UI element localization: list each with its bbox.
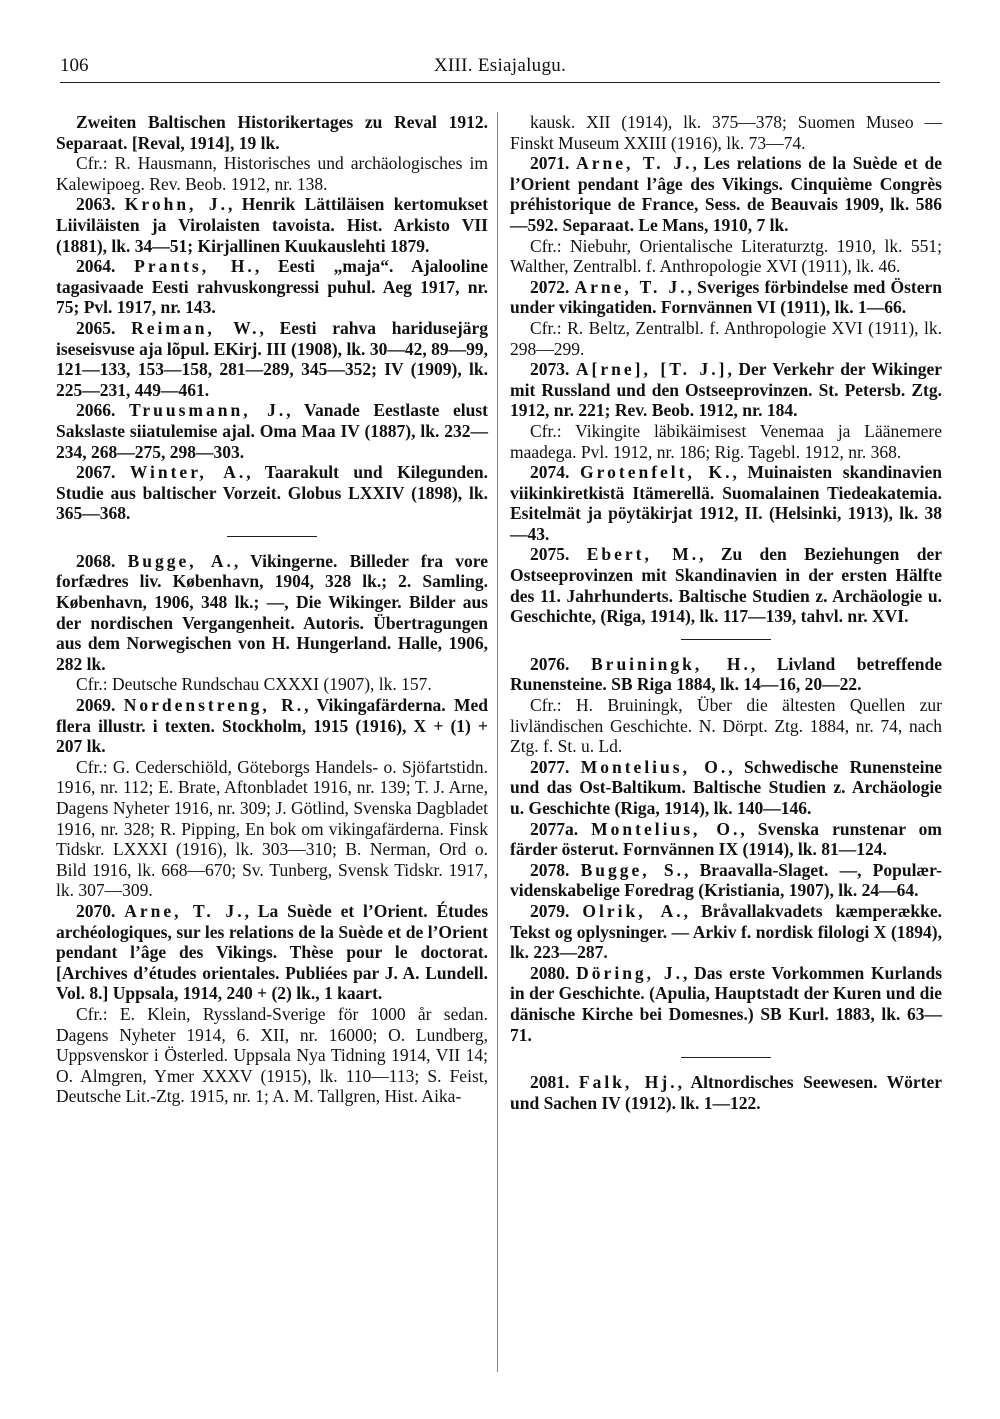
entry-review-note: Cfr.: R. Beltz, Zentralbl. f. Anthropologie XVI (1911), lk. 298—299. [510, 317, 942, 359]
entry-main-text: 2075. Ebert, M., Zu den Beziehungen der Ostseeprovinzen mit Skandinavien in der ersten Hälfte des 11. Jahrhunderts. Baltische Studien z. Archäologie u. Geschichte, (Riga, 1914), lk. 117—139, tahvl. nr. XVI. [510, 544, 943, 627]
entry-author: Nordenstreng, R. [123, 695, 305, 716]
entry-main-text: 2071. Arne, T. J., Les relations de la Suède et de l’Orient pendant l’âge des Vikings. Cinquième Congrès préhistorique de France, Sess. de Beauvais 1909, lk. 586—592. Separaat. Le Mans, 1910, 7 lk. [510, 153, 943, 235]
entry-title: Livland betreffende Runensteine. SB Riga 1884, lk. 14—16, 20—22. [510, 653, 943, 695]
entry-title: Der Verkehr der Wikinger mit Russland und den Ostseeprovinzen. St. Petersb. Ztg. 1912, nr. 221; Rev. Beob. 1912, nr. 184. [510, 359, 943, 421]
entry-number: 2074. [530, 462, 570, 483]
entry-author: Krohn, J. [124, 194, 228, 215]
entry-main-text: 2074. Grotenfelt, K., Muinaisten skandinavien viikinkiretkistä Itämerellä. Suomalainen Tiedeakatemia. Esitelmät ja pöytäkirjat 1912, II. (Helsinki, 1913), lk. 38—43. [510, 462, 943, 544]
bibliography-entry [510, 153, 942, 277]
entry-number: 2071. [530, 153, 570, 174]
entry-main-text: 2081. Falk, Hj., Altnordisches Seewesen. Wörter und Sachen IV (1912). lk. 1—122. [510, 1072, 943, 1113]
bibliography-entry [510, 963, 942, 1045]
entry-author: Winter, A. [129, 462, 247, 483]
entry-author: Prants, H. [134, 256, 255, 277]
bibliography-entry [56, 194, 488, 256]
entry-number: 2065. [76, 317, 116, 338]
entry-main-text: 2066. Truusmann, J., Vanade Eestlaste elust Sakslaste siiatulemise ajal. Oma Maa IV (1887), lk. 232—234, 268—275, 298—303. [56, 400, 489, 462]
bibliography-entry [510, 901, 942, 963]
entry-review-note: kausk. XII (1914), lk. 375—378; Suomen Museo — Finskt Museum XXIII (1916), lk. 73—74. [510, 112, 942, 153]
entry-author: Ebert, M. [586, 544, 700, 565]
section-separator [681, 639, 771, 640]
entry-main-text: 2064. Prants, H., Eesti „maja“. Ajalooline tagasivaade Eesti rahvuskongressi puhul. Aeg 1917, nr. 75; Pvl. 1917, nr. 143. [56, 256, 488, 318]
entry-author: Bugge, S. [580, 859, 684, 880]
entry-main-text: 2080. Döring, J., Das erste Vorkommen Kurlands in der Geschichte. (Apulia, Hauptstadt der Kuren und die dänische Kirche bei Domesnes.) SB Kurl. 1883, lk. 63—71. [510, 962, 943, 1045]
entry-author: Truusmann, J. [128, 400, 287, 421]
entry-main-text: 2077. Montelius, O., Schwedische Runensteine und das Ost-Baltikum. Baltische Studien z. Archäologie u. Geschichte (Riga, 1914), lk. 140—146. [510, 756, 943, 818]
entry-main-text [56, 112, 488, 153]
bibliography-entry [510, 359, 942, 462]
entry-title: Les relations de la Suède et de l’Orient pendant l’âge des Vikings. Cinquième Congrès préhistorique de France, Sess. de Beauvais 1909, lk. 586—592. Separaat. Le Mans, 1910, 7 lk. [510, 153, 943, 235]
entry-main-text: 2069. Nordenstreng, R., Vikingafärderna. Med flera illustr. i texten. Stockholm, 1915 (1916), X + (1) + 207 lk. [56, 695, 489, 757]
entry-number: 2078. [530, 859, 570, 880]
entry-number: 2079. [530, 900, 570, 921]
entry-review-note: Cfr.: Deutsche Rundschau CXXXI (1907), lk. 157. [76, 674, 432, 695]
entry-number: 2072. [530, 276, 570, 297]
bibliography-entry [510, 654, 942, 757]
entry-title: Altnordisches Seewesen. Wörter und Sachen IV (1912). lk. 1—122. [510, 1072, 943, 1113]
entry-author: Falk, Hj. [578, 1072, 678, 1093]
entry-title: Eesti rahva haridusejärg iseseisvuse aja lõpul. EKirj. III (1908), lk. 30—42, 89—99, 121—133, 153—158, 281—289, 345—352; IV (1909), lk. 225—231, 449—461. [56, 317, 489, 400]
entry-title: La Suède et l’Orient. Études archéologiques, sur les relations de la Suède et de l’Orient pendant l’âge des Vikings. Thèse pour le doctorat. [Archives d’études orientales. Publiées par J. A. Lundell. Vol. 8.] Uppsala, 1914, 240 + (2) lk., 1 kaart. [56, 900, 489, 1004]
bibliography-entry-continued [56, 112, 488, 194]
entry-review-note: Cfr.: G. Cederschiöld, Göteborgs Handels- o. Sjöfartstidn. 1916, nr. 112; E. Brate, Aftonbladet 1916, nr. 139; T. J. Arne, Dagens Nyheter 1916, nr. 309; J. Götlind, Svenska Dagbladet 1916, nr. 328; R. Pipping, En bok om vikingafärderna. Finsk Tidskr. LXXXI (1916), lk. 303—310; B. Nerman, Ord o. Bild 1916, lk. 668—670; Sv. Tunberg, Svensk Tidskr. 1917, lk. 307—309. [56, 756, 488, 901]
bibliography-entry [56, 318, 488, 400]
entry-number: 2077. [530, 756, 570, 777]
entry-author: Montelius, O. [591, 818, 741, 839]
section-separator [681, 1057, 771, 1058]
entry-title: Eesti „maja“. Ajalooline tagasivaade Eesti rahvuskongressi puhul. Aeg 1917, nr. 75; Pvl. 1917, nr. 143. [56, 256, 488, 318]
entry-title: Bråvallakvadets kæmperække. Tekst og oplysninger. — Arkiv f. nordisk filologi X (1894), lk. 223—287. [510, 900, 943, 963]
entry-number: 2075. [530, 544, 570, 565]
entry-number: 2068. [76, 550, 116, 571]
entry-author: Bugge, A. [127, 550, 234, 571]
entry-title: Vikingafärderna. Med flera illustr. i texten. Stockholm, 1915 (1916), X + (1) + 207 lk. [56, 695, 489, 757]
entry-number: 2069. [76, 695, 116, 716]
entry-title: Vanade Eestlaste elust Sakslaste siiatulemise ajal. Oma Maa IV (1887), lk. 232—234, 268—275, 298—303. [56, 400, 489, 462]
entry-number: 2066. [76, 400, 116, 421]
entry-title: Sveriges förbindelse med Östern under vikingatiden. Fornvännen VI (1911), lk. 1—66. [510, 276, 942, 318]
entry-main-text: 2063. Krohn, J., Henrik Lättiläisen kertomukset Liiviläisten ja Virolaisten tavoista. Hist. Arkisto VII (1881), lk. 34—51; Kirjallinen Kuukauslehti 1879. [56, 194, 489, 256]
entry-review-note: Cfr.: R. Hausmann, Historisches und archäologisches im Kalewipoeg. Rev. Beob. 1912, nr. 138. [56, 153, 488, 194]
bibliography-entry [56, 551, 488, 695]
bibliography-entry [510, 462, 942, 544]
bibliography-entry [56, 462, 488, 524]
bibliography-entry [510, 757, 942, 819]
bibliography-entry [56, 695, 488, 901]
entry-number: 2073. [530, 359, 570, 380]
entry-title: Zu den Beziehungen der Ostseeprovinzen mit Skandinavien in der ersten Hälfte des 11. Jahrhunderts. Baltische Studien z. Archäologie u. Geschichte, (Riga, 1914), lk. 117—139, tahvl. nr. XVI. [510, 544, 943, 627]
bibliography-entry [510, 277, 942, 359]
entry-title: Henrik Lättiläisen kertomukset Liiviläisten ja Virolaisten tavoista. Hist. Arkisto VII (1881), lk. 34—51; Kirjallinen Kuukauslehti 1879. [56, 194, 489, 256]
entry-author: Reiman, W. [131, 317, 260, 338]
entry-main-text: 2067. Winter, A., Taarakult und Kilegunden. Studie aus baltischer Vorzeit. Globus LXXIV (1898), lk. 365—368. [56, 462, 489, 524]
section-separator [227, 536, 317, 537]
entry-title: Vikingerne. Billeder fra vore forfædres liv. København, 1904, 328 lk.; 2. Samling. København, 1906, 348 lk.; —, Die Wikinger. Bilder aus der nordischen Vergangenheit. Autoris. Übertragungen aus dem Norwegischen von H. Hungerland. Halle, 1906, 282 lk. [56, 550, 489, 674]
entry-review-note: Cfr.: E. Klein, Ryssland-Sverige för 1000 år sedan. Dagens Nyheter 1914, 6. XII, nr. 16000; O. Lundberg, Uppsvenskor i Österled. Uppsala Nya Tidning 1914, VII 14; O. Almgren, Ymer XXXV (1915), lk. 110—113; S. Feist, Deutsche Lit.-Ztg. 1915, nr. 1; A. M. Tallgren, Hist. Aika- [56, 1003, 488, 1107]
entry-author: Arne, T. J. [574, 276, 688, 297]
entry-title: Taarakult und Kilegunden. Studie aus baltischer Vorzeit. Globus LXXIV (1898), lk. 365—368. [56, 462, 489, 524]
entry-title: Braavalla-Slaget. —, Populær-videnskabelige Foredrag (Kristiania, 1907), lk. 24—64. [510, 859, 943, 901]
entry-main-text: 2065. Reiman, W., Eesti rahva haridusejärg iseseisvuse aja lõpul. EKirj. III (1908), lk. 30—42, 89—99, 121—133, 153—158, 281—289, 345—352; IV (1909), lk. 225—231, 449—461. [56, 317, 489, 400]
entry-number: 2064. [76, 256, 116, 277]
entry-review-note: Cfr.: Niebuhr, Orientalische Literaturztg. 1910, lk. 551; Walther, Zentralbl. f. Anthropologie XVI (1911), lk. 46. [510, 235, 942, 277]
entry-main-text: 2076. Bruiningk, H., Livland betreffende Runensteine. SB Riga 1884, lk. 14—16, 20—22. [510, 653, 943, 695]
entry-number: 2063. [76, 194, 116, 215]
bibliography-entry [510, 819, 942, 860]
entry-title: Schwedische Runensteine und das Ost-Baltikum. Baltische Studien z. Archäologie u. Geschichte (Riga, 1914), lk. 140—146. [510, 756, 943, 818]
bibliography-entry [510, 544, 942, 626]
entry-author: Döring, J. [576, 962, 683, 983]
entry-author: Olrik, A. [582, 900, 684, 921]
entry-number: 2077a. [530, 818, 579, 839]
entry-title: Zweiten Baltischen Historikertages zu Reval 1912. Separaat. [Reval, 1914], 19 lk. [56, 112, 488, 153]
entry-author: Grotenfelt, K. [580, 462, 733, 483]
bibliography-entry [510, 860, 942, 901]
entry-main-text: 2079. Olrik, A., Bråvallakvadets kæmperække. Tekst og oplysninger. — Arkiv f. nordisk filologi X (1894), lk. 223—287. [510, 900, 943, 963]
entry-number: 2076. [530, 653, 570, 674]
entry-title: Muinaisten skandinavien viikinkiretkistä Itämerellä. Suomalainen Tiedeakatemia. Esitelmät ja pöytäkirjat 1912, II. (Helsinki, 1913), lk. 38—43. [510, 462, 943, 544]
entry-main-text: 2072. Arne, T. J., Sveriges förbindelse med Östern under vikingatiden. Fornvännen VI (1911), lk. 1—66. [510, 276, 942, 318]
entry-main-text: 2078. Bugge, S., Braavalla-Slaget. —, Populær-videnskabelige Foredrag (Kristiania, 1907), lk. 24—64. [510, 859, 943, 901]
entry-main-text: 2070. Arne, T. J., La Suède et l’Orient. Études archéologiques, sur les relations de la Suède et de l’Orient pendant l’âge des Vikings. Thèse pour le doctorat. [Archives d’études orientales. Publiées par J. A. Lundell. Vol. 8.] Uppsala, 1914, 240 + (2) lk., 1 kaart. [56, 900, 489, 1004]
entry-main-text: 2068. Bugge, A., Vikingerne. Billeder fra vore forfædres liv. København, 1904, 328 lk.; 2. Samling. København, 1906, 348 lk.; —, Die Wikinger. Bilder aus der nordischen Vergangenheit. Autoris. Übertragungen aus dem Norwegischen von H. Hungerland. Halle, 1906, 282 lk. [56, 550, 489, 674]
entry-author: Arne, T. J. [576, 153, 693, 174]
chapter-title: XIII. Esiajalugu. [433, 55, 567, 76]
entry-number: 2080. [530, 962, 570, 983]
entry-review-note: Cfr.: Vikingite läbikäimisest Venemaa ja Läänemere maadega. Pvl. 1912, nr. 186; Rig. Tagebl. 1912, nr. 368. [510, 420, 942, 462]
page-number: 106 [60, 55, 89, 76]
entry-number: 2067. [76, 462, 116, 483]
entry-main-text: 2077a. Montelius, O., Svenska runstenar om färder österut. Fornvännen IX (1914), lk. 81—124. [510, 818, 942, 860]
left-column [56, 112, 488, 1107]
entry-title: Das erste Vorkommen Kurlands in der Geschichte. (Apulia, Hauptstadt der Kuren und die dänische Kirche bei Domesnes.) SB Kurl. 1883, lk. 63—71. [510, 962, 943, 1045]
column-divider [497, 112, 498, 1372]
header-rule [60, 82, 940, 83]
bibliography-entry-continued [510, 112, 942, 153]
entry-number: 2081. [530, 1072, 570, 1093]
entry-author: Arne, T. J. [124, 900, 245, 921]
right-column [510, 112, 942, 1113]
entry-author: Bruiningk, H. [591, 653, 751, 674]
page-header [60, 55, 940, 85]
entry-author: A[rne], [T. J.] [575, 359, 728, 380]
entry-main-text: 2073. A[rne], [T. J.], Der Verkehr der Wikinger mit Russland und den Ostseeprovinzen. St. Petersb. Ztg. 1912, nr. 221; Rev. Beob. 1912, nr. 184. [510, 359, 943, 421]
entry-number: 2070. [76, 900, 116, 921]
bibliography-entry [56, 256, 488, 318]
bibliography-entry [56, 901, 488, 1107]
entry-title: Svenska runstenar om färder österut. Fornvännen IX (1914), lk. 81—124. [510, 818, 942, 860]
bibliography-entry [56, 400, 488, 462]
entry-review-note: Cfr.: H. Bruiningk, Über die ältesten Quellen zur livländischen Geschichte. N. Dörpt. Ztg. 1884, nr. 74, nach Ztg. f. St. u. Ld. [510, 695, 942, 757]
entry-author: Montelius, O. [580, 756, 729, 777]
bibliography-entry [510, 1072, 942, 1113]
